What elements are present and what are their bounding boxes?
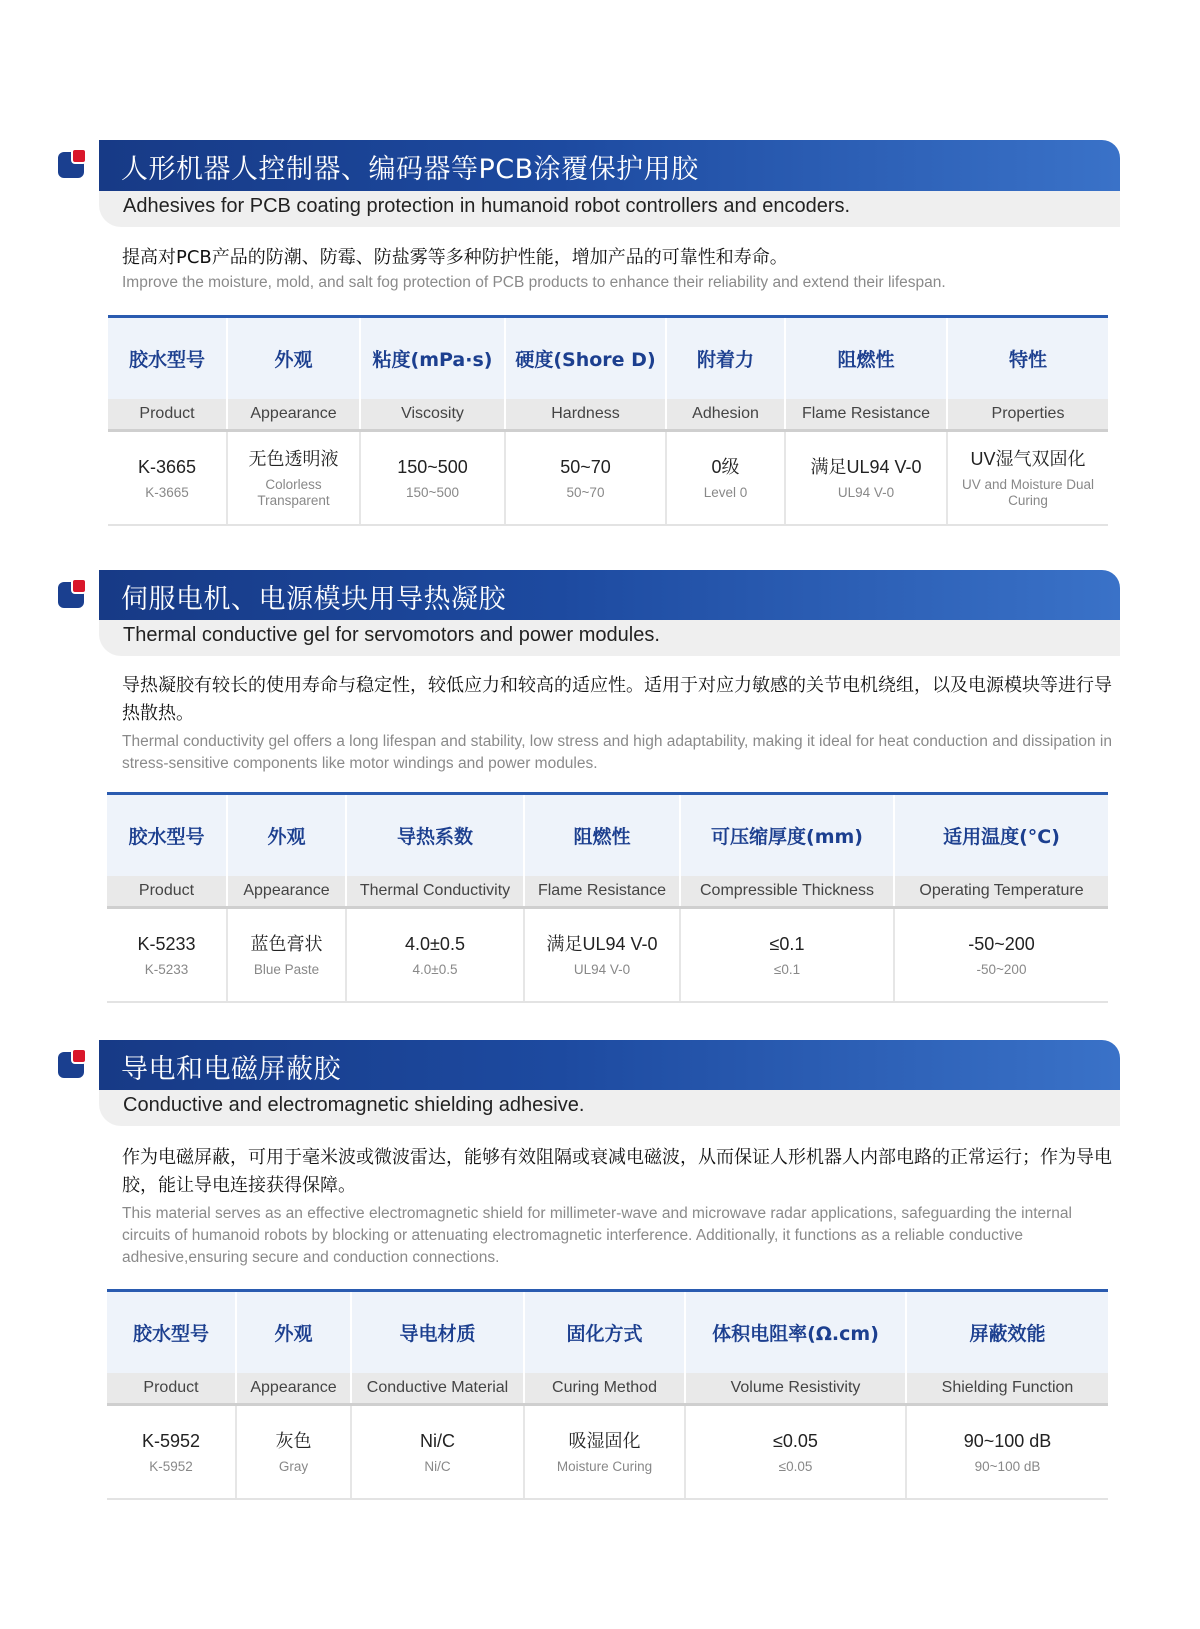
- table-cell: [351, 1405, 524, 1499]
- cell-value: 150~500: [397, 456, 468, 477]
- cell-value: K-3665: [137, 456, 197, 477]
- cell-value-en: K-5233: [144, 961, 189, 977]
- section-description-en: This material serves as an effective electromagnetic shield for millimeter-wave and microwave radar applications, safeguarding the internal circuits of humanoid robots by blocking or attenuating electromagnetic interference. Additionally, it functions as a reliable conductive adhesive,ensuring secure and conduction connections.: [122, 1205, 1072, 1266]
- cell-value-en: K-3665: [145, 484, 189, 500]
- cell-value: 4.0±0.5: [405, 933, 465, 954]
- brand-logo-icon: [58, 148, 90, 180]
- table-cell: [524, 1405, 685, 1499]
- header-cn: 阻燃性: [524, 794, 680, 876]
- section-description-en: Thermal conductivity gel offers a long lifespan and stability, low stress and high adaptability, making it ideal for heat conduction and dissipation in stress-sensitive components like motor windings and power modules.: [122, 733, 1112, 772]
- section-subtitle-bar: [99, 191, 1120, 227]
- header-cn: 外观: [236, 1291, 351, 1373]
- cell-value: K-5952: [141, 1430, 201, 1451]
- header-cn: 外观: [227, 317, 360, 399]
- section-subtitle-bar: [99, 1090, 1120, 1126]
- cell-value: K-5233: [137, 933, 196, 954]
- table-cell: [227, 431, 360, 525]
- header-cn: 特性: [947, 317, 1108, 399]
- cell-value: 蓝色膏状: [250, 933, 323, 954]
- cell-value-en: Level 0: [703, 484, 748, 500]
- cell-value: 50~70: [560, 456, 611, 477]
- section-title-en: Conductive and electromagnetic shielding adhesive.: [123, 1094, 585, 1116]
- section-title-bar: [99, 140, 1120, 192]
- header-en: Flame Resistance: [524, 876, 680, 908]
- section-title-en: Thermal conductive gel for servomotors and power modules.: [123, 624, 660, 646]
- cell-value-en: 90~100 dB: [974, 1458, 1041, 1474]
- table-cell: [108, 431, 227, 525]
- table-cell: [107, 908, 227, 1002]
- section-title-en: Adhesives for PCB coating protection in humanoid robot controllers and encoders.: [123, 195, 851, 217]
- header-cn: 胶水型号: [108, 317, 227, 399]
- section-title-bar: [99, 570, 1120, 622]
- cell-value: 满足UL94 V-0: [546, 933, 658, 954]
- table-cell: [785, 431, 947, 525]
- header-en: Product: [108, 399, 227, 431]
- header-en: Operating Temperature: [894, 876, 1108, 908]
- header-en: Volume Resistivity: [685, 1373, 906, 1405]
- cell-value-en: 4.0±0.5: [412, 961, 458, 977]
- header-cn: 可压缩厚度(mm): [680, 794, 894, 876]
- cell-value-en: 50~70: [566, 484, 605, 500]
- table-cell: [947, 431, 1108, 525]
- cell-value-en: Gray: [278, 1458, 309, 1474]
- table-row: [108, 431, 1108, 525]
- header-cn: 胶水型号: [107, 794, 227, 876]
- header-en: Shielding Function: [906, 1373, 1108, 1405]
- table-cell: [236, 1405, 351, 1499]
- spec-table: [107, 792, 1108, 1003]
- cell-value: 0级: [711, 456, 740, 477]
- header-row-en: [107, 876, 1108, 908]
- table-cell: [227, 908, 346, 1002]
- section-description-cn: 作为电磁屏蔽，可用于毫米波或微波雷达，能够有效阻隔或衰减电磁波，从而保证人形机器人内部电路的正常运行；作为导电胶，能让导电连接获得保障。: [122, 1147, 1112, 1196]
- header-en: Curing Method: [524, 1373, 685, 1405]
- header-en: Adhesion: [666, 399, 785, 431]
- section-title-cn: 人形机器人控制器、编码器等PCB涂覆保护用胶: [121, 154, 699, 185]
- cell-value-en: 150~500: [406, 484, 459, 500]
- header-cn: 固化方式: [524, 1291, 685, 1373]
- header-cn: 胶水型号: [107, 1291, 236, 1373]
- table-cell: [894, 908, 1108, 1002]
- cell-value: Ni/C: [420, 1430, 455, 1451]
- header-en: Flame Resistance: [785, 399, 947, 431]
- table-cell: [666, 431, 785, 525]
- cell-value-en: UL94 V-0: [837, 484, 895, 500]
- spec-table: [108, 315, 1108, 526]
- header-en: Product: [107, 1373, 236, 1405]
- header-row-cn: [107, 794, 1108, 876]
- header-cn: 体积电阻率(Ω.cm): [685, 1291, 906, 1373]
- header-en: Viscosity: [360, 399, 505, 431]
- cell-value: 满足UL94 V-0: [810, 456, 922, 477]
- cell-value-en: Blue Paste: [253, 961, 320, 977]
- header-en: Conductive Material: [351, 1373, 524, 1405]
- section-description-en: Improve the moisture, mold, and salt fog protection of PCB products to enhance their reliability and extend their lifespan.: [122, 274, 946, 291]
- header-cn: 外观: [227, 794, 346, 876]
- cell-value: 90~100 dB: [963, 1430, 1052, 1451]
- header-en: Appearance: [236, 1373, 351, 1405]
- cell-value-en: K-5952: [149, 1458, 193, 1474]
- header-en: Appearance: [227, 876, 346, 908]
- cell-value: 灰色: [275, 1430, 312, 1451]
- header-cn: 阻燃性: [785, 317, 947, 399]
- cell-value-en: ≤0.1: [773, 961, 801, 977]
- cell-value: -50~200: [968, 933, 1035, 954]
- cell-value: 无色透明液: [248, 448, 339, 469]
- header-cn: 粘度(mPa·s): [360, 317, 505, 399]
- section-description-cn: 导热凝胶有较长的使用寿命与稳定性，较低应力和较高的适应性。适用于对应力敏感的关节电机绕组，以及电源模块等进行导热散热。: [122, 675, 1112, 724]
- header-en: Product: [107, 876, 227, 908]
- brand-logo-icon: [58, 1048, 90, 1080]
- section-title-cn: 导电和电磁屏蔽胶: [121, 1054, 341, 1085]
- cell-value-en: UV and Moisture Dual Curing: [961, 476, 1095, 508]
- table-cell: [360, 431, 505, 525]
- header-cn: 附着力: [666, 317, 785, 399]
- table-cell: [680, 908, 894, 1002]
- header-cn: 硬度(Shore D): [505, 317, 666, 399]
- section-title-cn: 伺服电机、电源模块用导热凝胶: [121, 584, 506, 615]
- header-en: Appearance: [227, 399, 360, 431]
- header-en: Hardness: [505, 399, 666, 431]
- brand-logo-icon: [58, 578, 90, 610]
- header-en: Properties: [947, 399, 1108, 431]
- section-title-bar: [99, 1040, 1120, 1092]
- table-cell: [505, 431, 666, 525]
- header-row-cn: [107, 1291, 1108, 1373]
- header-cn: 适用温度(°C): [894, 794, 1108, 876]
- header-row-en: [107, 1373, 1108, 1405]
- header-row-cn: [108, 317, 1108, 399]
- cell-value-en: Moisture Curing: [556, 1458, 653, 1474]
- cell-value: ≤0.05: [773, 1430, 818, 1451]
- cell-value: UV湿气双固化: [970, 448, 1086, 469]
- table-row: [107, 908, 1108, 1002]
- table-cell: [346, 908, 524, 1002]
- header-en: Compressible Thickness: [680, 876, 894, 908]
- table-row: [107, 1405, 1108, 1499]
- table-cell: [685, 1405, 906, 1499]
- spec-table: [107, 1289, 1108, 1500]
- table-cell: [524, 908, 680, 1002]
- header-cn: 导电材质: [351, 1291, 524, 1373]
- cell-value-en: Colorless Transparent: [257, 476, 330, 508]
- header-cn: 导热系数: [346, 794, 524, 876]
- header-cn: 屏蔽效能: [906, 1291, 1108, 1373]
- cell-value-en: ≤0.05: [778, 1458, 813, 1474]
- cell-value-en: Ni/C: [424, 1458, 451, 1474]
- section-description-cn: 提高对PCB产品的防潮、防霉、防盐雾等多种防护性能，增加产品的可靠性和寿命。: [122, 247, 788, 268]
- header-row-en: [108, 399, 1108, 431]
- table-cell: [906, 1405, 1108, 1499]
- cell-value: ≤0.1: [769, 933, 805, 954]
- cell-value-en: UL94 V-0: [573, 961, 631, 977]
- cell-value: 吸湿固化: [568, 1430, 641, 1451]
- section-subtitle-bar: [99, 620, 1120, 656]
- header-en: Thermal Conductivity: [346, 876, 524, 908]
- cell-value-en: -50~200: [976, 961, 1027, 977]
- table-cell: [107, 1405, 236, 1499]
